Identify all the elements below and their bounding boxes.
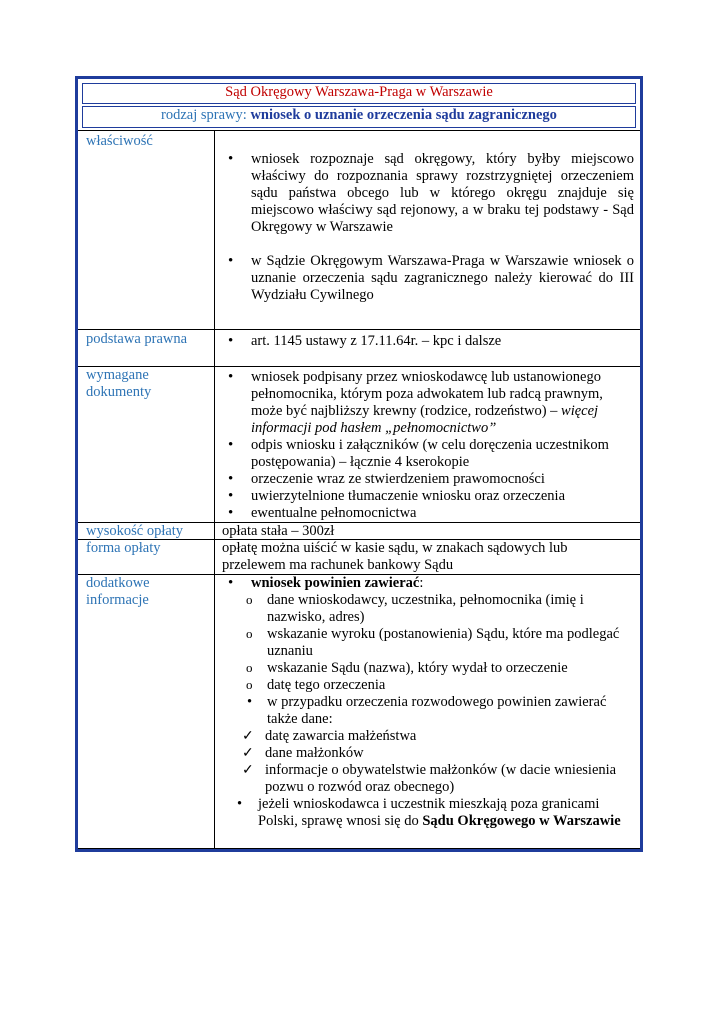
additional-heading: wniosek powinien zawierać xyxy=(251,575,420,591)
list-item: o wskazanie Sądu (nazwa), który wydał to orzeczenie xyxy=(244,660,634,677)
list-item: • uwierzytelnione tłumaczenie wniosku oraz orzeczenia xyxy=(222,488,634,505)
list-item: • w Sądzie Okręgowym Warszawa-Praga w Warszawie wniosek o uznanie orzeczenia sądu zagranicznego należy kierować do III Wydziału Cywilnego xyxy=(222,253,634,304)
list-item: ✓ datę zawarcia małżeństwa xyxy=(242,728,634,745)
row-label-additional: dodatkowe informacje xyxy=(86,575,150,608)
case-type-label: rodzaj sprawy: xyxy=(161,107,247,123)
row-label-jurisdiction: właściwość xyxy=(86,133,153,149)
row-content-jurisdiction xyxy=(222,151,634,304)
row-content-legal-basis xyxy=(222,333,634,350)
list-item: • wniosek rozpoznaje sąd okręgowy, który byłby miejscowo właściwy do rozpoznania sprawy rozstrzygniętej orzeczeniem sądu państwa obcego lub w którego okręgu znajduje się miejscowo właściwy sąd rejonowy, a w braku tej podstawy - Sąd Okręgowy w Warszawie xyxy=(222,151,634,236)
row-content-payment: opłatę można uiścić w kasie sądu, w znakach sądowych lub przelewem ma rachunek bankowy Sądu xyxy=(222,540,568,573)
table-border-bottom xyxy=(78,848,640,849)
list-item: • orzeczenie wraz ze stwierdzeniem prawomocności xyxy=(222,471,634,488)
list-item: • ewentualne pełnomocnictwa xyxy=(222,505,634,522)
row-divider xyxy=(78,329,640,330)
list-item: • odpis wniosku i załączników (w celu doręczenia uczestnikom postępowania) – łącznie 4 kserokopie xyxy=(222,437,634,471)
court-header xyxy=(82,83,636,104)
row-label-fee: wysokość opłaty xyxy=(86,523,184,539)
list-item: • art. 1145 ustawy z 17.11.64r. – kpc i dalsze xyxy=(222,333,634,350)
list-item: ✓ dane małżonków xyxy=(242,745,634,762)
case-type-value: wniosek o uznanie orzeczenia sądu zagranicznego xyxy=(250,107,557,123)
document-item-text: wniosek podpisany przez wnioskodawcę lub ustanowionego pełnomocnika, którym poza adwokatem lub radcą prawnym, może być najbliższy krewny (rodzice, rodzeństwo) – xyxy=(251,369,603,419)
list-item: • jeżeli wnioskodawca i uczestnik mieszkają poza granicami Polski, sprawę wnosi się do Sądu Okręgowego w Warszawie xyxy=(237,796,621,829)
row-content-additional xyxy=(222,575,634,830)
document-item-note: więcej informacji pod hasłem „pełnomocnictwo” xyxy=(251,403,599,436)
case-type-header xyxy=(82,106,636,128)
list-item: • w przypadku orzeczenia rozwodowego powinien zawierać także dane: xyxy=(244,694,634,728)
court-name: Sąd Okręgowy Warszawa-Praga w Warszawie xyxy=(225,84,493,100)
table-border-top xyxy=(78,130,640,131)
row-label-documents: wymagane dokumenty xyxy=(86,367,152,400)
row-label-payment: forma opłaty xyxy=(86,540,161,556)
row-content-fee: opłata stała – 300zł xyxy=(222,523,335,539)
column-divider xyxy=(214,130,215,849)
row-label-legal-basis: podstawa prawna xyxy=(86,331,188,347)
list-item: • wniosek powinien zawierać: o dane wnioskodawcy, uczestnika, pełnomocnika (imię i nazwisko, adres) o wskazanie wyroku (postanowienia) Sądu, które ma podlegać uznaniu o wskazanie Sądu (nazwa), który wydał to orzeczenie o datę tego orzeczenia • w przypadku orzeczenia rozwodowego powinien zawierać także dane: ✓ datę zawarcia małżeństwa ✓ dane małżonków ✓ informacje o obywatelstwie małżonków (w dacie wniesienia pozwu o rozwód oraz obecnego) xyxy=(222,575,634,796)
bullet-icon: • xyxy=(237,796,243,812)
list-item: o wskazanie wyroku (postanowienia) Sądu, które ma podlegać uznaniu xyxy=(244,626,634,660)
row-content-documents xyxy=(222,369,634,522)
list-item: o datę tego orzeczenia xyxy=(244,677,634,694)
list-item xyxy=(222,369,634,437)
list-item: o dane wnioskodawcy, uczestnika, pełnomocnika (imię i nazwisko, adres) xyxy=(244,592,634,626)
list-item: ✓ informacje o obywatelstwie małżonków (w dacie wniesienia pozwu o rozwód oraz obecnego) xyxy=(242,762,634,796)
